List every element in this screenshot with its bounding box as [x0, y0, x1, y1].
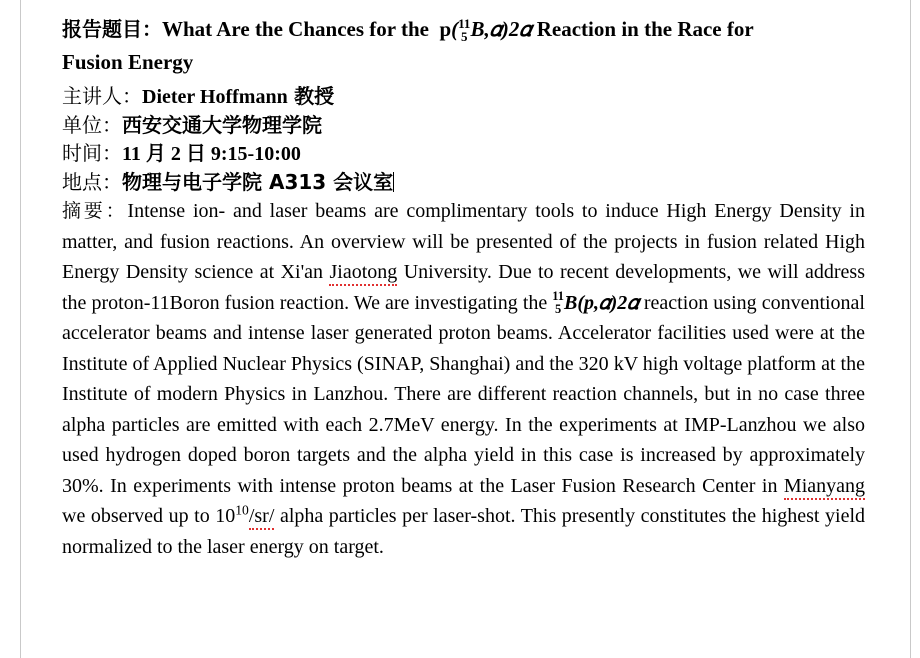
abstract-text-5: alpha particles per laser-shot. This presently constitutes the highest yield normalized to the laser energy on target.: [62, 505, 866, 558]
speaker-title: 教授: [294, 84, 335, 108]
affiliation-value: 西安交通大学物理学院: [122, 113, 322, 137]
abstract-text-3: reaction using conventional accelerator beams and intense laser generated proton beams. Accelerator facilities used were at the Institute of Applied Nuclear Physics (SINAP, Shanghai) and the 320 kV high voltage platform at the Institute of modern Physics in Lanzhou. There are different reaction channels, but in no case three alpha particles are emitted with each 2.7MeV energy. In the experiments at IMP-Lanzhou we also used hydrogen doped boron targets and the alpha yield in this case is increased by approximately 30%. In experiments with intense proton beams at the Laser Fusion Research Center in: [62, 291, 865, 497]
talk-title-text-part2: Reaction in the Race for: [536, 17, 754, 41]
location-label: 地点：: [62, 170, 122, 194]
talk-title-line: [62, 14, 865, 45]
location-value: 物理与电子学院 A313 会议室: [122, 170, 394, 194]
speaker-label: 主讲人：: [62, 84, 142, 108]
talk-title-text-part1: What Are the Chances for the: [162, 17, 429, 41]
right-margin-rule: [910, 0, 911, 658]
left-margin-rule: [20, 0, 21, 658]
affiliation-label: 单位：: [62, 113, 122, 137]
time-label: 时间：: [62, 141, 122, 165]
abstract-paragraph: [62, 196, 865, 562]
abstract-misspelled-word-2: Mianyang: [784, 475, 865, 500]
speaker-line: [62, 82, 865, 111]
text-cursor: [393, 172, 394, 192]
time-line: [62, 139, 865, 168]
talk-title-continuation: Fusion Energy: [62, 50, 194, 74]
abstract-text-4: we observed up to 10: [62, 505, 236, 527]
affiliation-line: [62, 111, 865, 139]
time-value: 11 月 2 日 9:15-10:00: [122, 143, 301, 165]
abstract-misspelled-word-3: /sr/: [249, 505, 275, 530]
abstract-formula: 11 5 B(p,𝛼)2𝛼: [552, 289, 639, 316]
talk-title-label: 报告题目：: [62, 17, 162, 41]
abstract-text-2: University. Due to recent developments, we will address the proton-11Boron fusion reaction. We are investigating the: [62, 261, 865, 314]
speaker-name: Dieter Hoffmann: [142, 86, 288, 108]
abstract-label: 摘要：: [62, 200, 128, 222]
talk-title-formula: p( 11 5 B,𝛼)2𝛼: [439, 15, 532, 44]
abstract-text-1: Intense ion- and laser beams are complimentary tools to induce High Energy Density in matter, and fusion reactions. An overview will be presented of the projects in fusion related High Energy Density science at Xi'an: [62, 200, 865, 283]
abstract-exponent: 10: [235, 502, 249, 518]
location-line: [62, 168, 865, 196]
abstract-misspelled-word-1: Jiaotong: [329, 261, 397, 286]
